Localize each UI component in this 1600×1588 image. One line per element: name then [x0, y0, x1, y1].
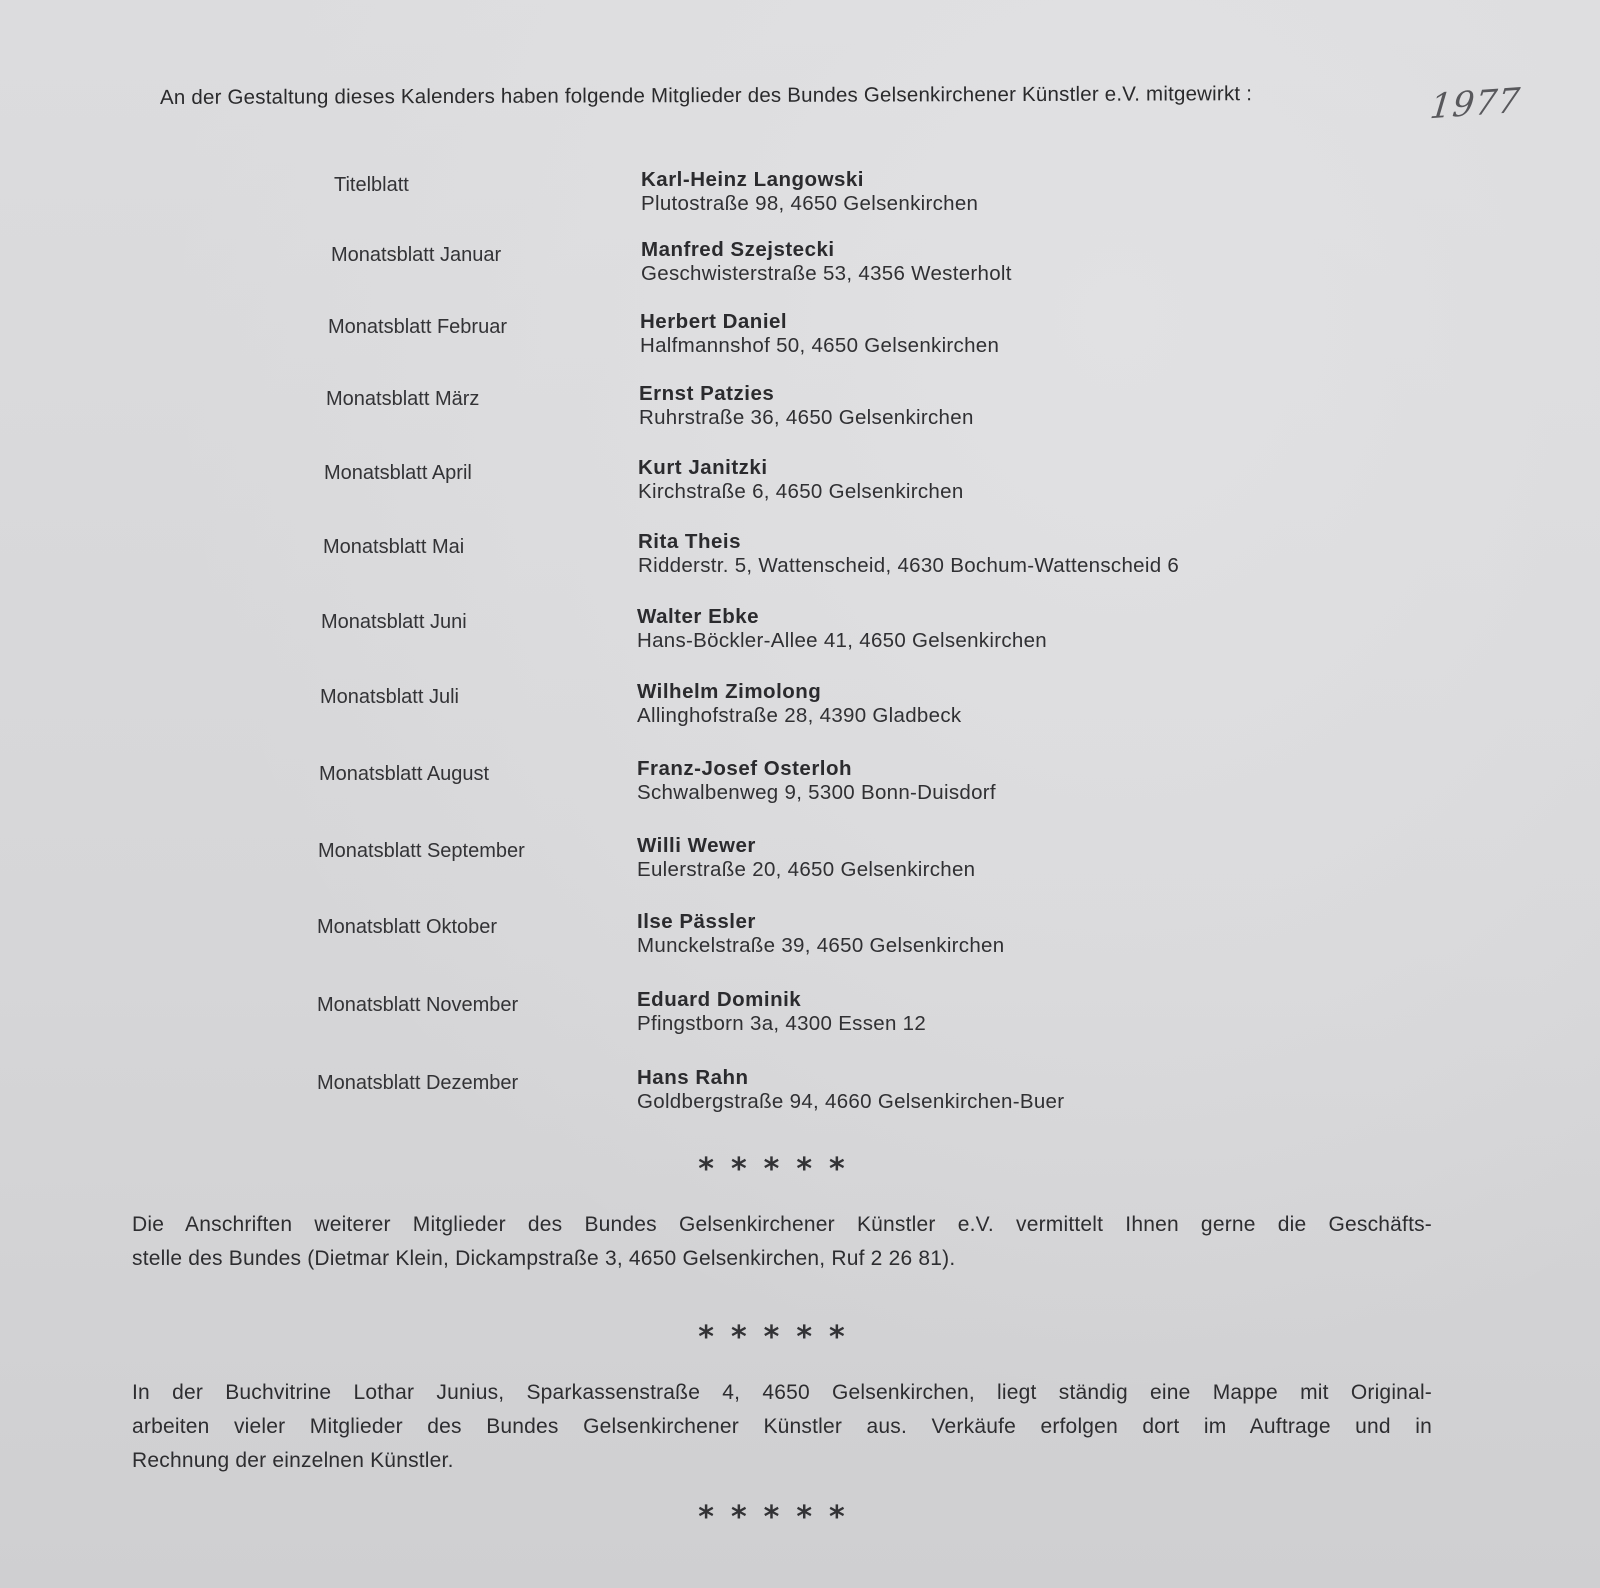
credit-artist [637, 680, 961, 728]
artist-name: Rita Theis [638, 530, 741, 553]
artist-address: Ridderstr. 5, Wattenscheid, 4630 Bochum-Wattenscheid 6 [638, 554, 1180, 577]
credit-label: Monatsblatt März [326, 388, 480, 410]
artist-address: Ruhrstraße 36, 4650 Gelsenkirchen [639, 406, 974, 429]
credit-label: Titelblatt [334, 174, 409, 196]
credit-artist [637, 605, 1047, 653]
credit-label: Monatsblatt Juni [321, 611, 467, 633]
paragraph-line: In der Buchvitrine Lothar Junius, Sparkassenstraße 4, 4650 Gelsenkirchen, liegt ständig eine Mappe mit Original- [132, 1381, 1432, 1404]
credit-label: Monatsblatt November [317, 994, 519, 1016]
artist-address: Kirchstraße 6, 4650 Gelsenkirchen [638, 480, 964, 503]
credit-label: Monatsblatt August [319, 763, 490, 785]
credit-label: Monatsblatt Dezember [317, 1072, 519, 1094]
paragraph-member-addresses [132, 1208, 1432, 1276]
credit-artist [637, 910, 1004, 958]
artist-name: Ernst Patzies [639, 382, 775, 405]
artist-name: Wilhelm Zimolong [637, 680, 822, 703]
artist-name: Hans Rahn [637, 1066, 749, 1089]
credit-artist [640, 310, 999, 358]
paragraph-buchvitrine [132, 1376, 1432, 1478]
artist-address: Plutostraße 98, 4650 Gelsenkirchen [641, 192, 979, 215]
credit-artist [637, 1066, 1064, 1114]
credit-label: Monatsblatt Oktober [317, 916, 498, 938]
artist-name: Walter Ebke [637, 605, 760, 628]
credit-label: Monatsblatt Januar [331, 244, 502, 266]
artist-address: Pfingstborn 3a, 4300 Essen 12 [637, 1012, 927, 1035]
artist-name: Ilse Pässler [637, 910, 756, 933]
artist-name: Franz-Josef Osterloh [637, 757, 853, 780]
paragraph-line: arbeiten vieler Mitglieder des Bundes Gelsenkirchener Künstler aus. Verkäufe erfolgen dort im Auftrage und in [132, 1415, 1432, 1438]
credit-artist [638, 530, 1179, 578]
artist-address: Allinghofstraße 28, 4390 Gladbeck [637, 704, 962, 727]
artist-address: Goldbergstraße 94, 4660 Gelsenkirchen-Buer [637, 1090, 1065, 1113]
credit-label: Monatsblatt September [318, 840, 525, 862]
credit-artist [641, 168, 978, 216]
star-separator: ***** [698, 1152, 862, 1187]
artist-name: Karl-Heinz Langowski [641, 168, 865, 191]
artist-address: Halfmannshof 50, 4650 Gelsenkirchen [640, 334, 1000, 357]
artist-name: Kurt Janitzki [638, 456, 768, 479]
star-separator: ***** [698, 1320, 862, 1355]
paragraph-line: stelle des Bundes (Dietmar Klein, Dickampstraße 3, 4650 Gelsenkirchen, Ruf 2 26 81). [132, 1247, 956, 1270]
artist-address: Geschwisterstraße 53, 4356 Westerholt [641, 262, 1012, 285]
credit-artist [637, 988, 926, 1036]
artist-name: Herbert Daniel [640, 310, 788, 333]
credit-artist [637, 757, 996, 805]
artist-address: Eulerstraße 20, 4650 Gelsenkirchen [637, 858, 976, 881]
artist-address: Hans-Böckler-Allee 41, 4650 Gelsenkirchen [637, 629, 1047, 652]
credit-artist [638, 456, 964, 504]
star-separator: ***** [698, 1500, 862, 1535]
credit-label: Monatsblatt April [324, 462, 472, 484]
credit-artist [641, 238, 1012, 286]
handwritten-year-annotation: 1977 [1427, 80, 1523, 128]
intro-text: An der Gestaltung dieses Kalenders haben folgende Mitglieder des Bundes Gelsenkirchener Künstler e.V. mitgewirkt : [159, 82, 1253, 109]
artist-address: Munckelstraße 39, 4650 Gelsenkirchen [637, 934, 1005, 957]
credit-artist [639, 382, 974, 430]
credit-label: Monatsblatt Mai [323, 536, 465, 558]
artist-name: Manfred Szejstecki [641, 238, 835, 261]
artist-address: Schwalbenweg 9, 5300 Bonn-Duisdorf [637, 781, 996, 804]
credit-artist [637, 834, 975, 882]
credit-label: Monatsblatt Juli [320, 686, 459, 708]
paragraph-line: Rechnung der einzelnen Künstler. [132, 1449, 454, 1472]
artist-name: Willi Wewer [637, 834, 756, 857]
artist-name: Eduard Dominik [637, 988, 802, 1011]
credit-label: Monatsblatt Februar [328, 316, 507, 338]
paragraph-line: Die Anschriften weiterer Mitglieder des Bundes Gelsenkirchener Künstler e.V. vermittelt Ihnen gerne die Geschäfts- [132, 1213, 1432, 1236]
